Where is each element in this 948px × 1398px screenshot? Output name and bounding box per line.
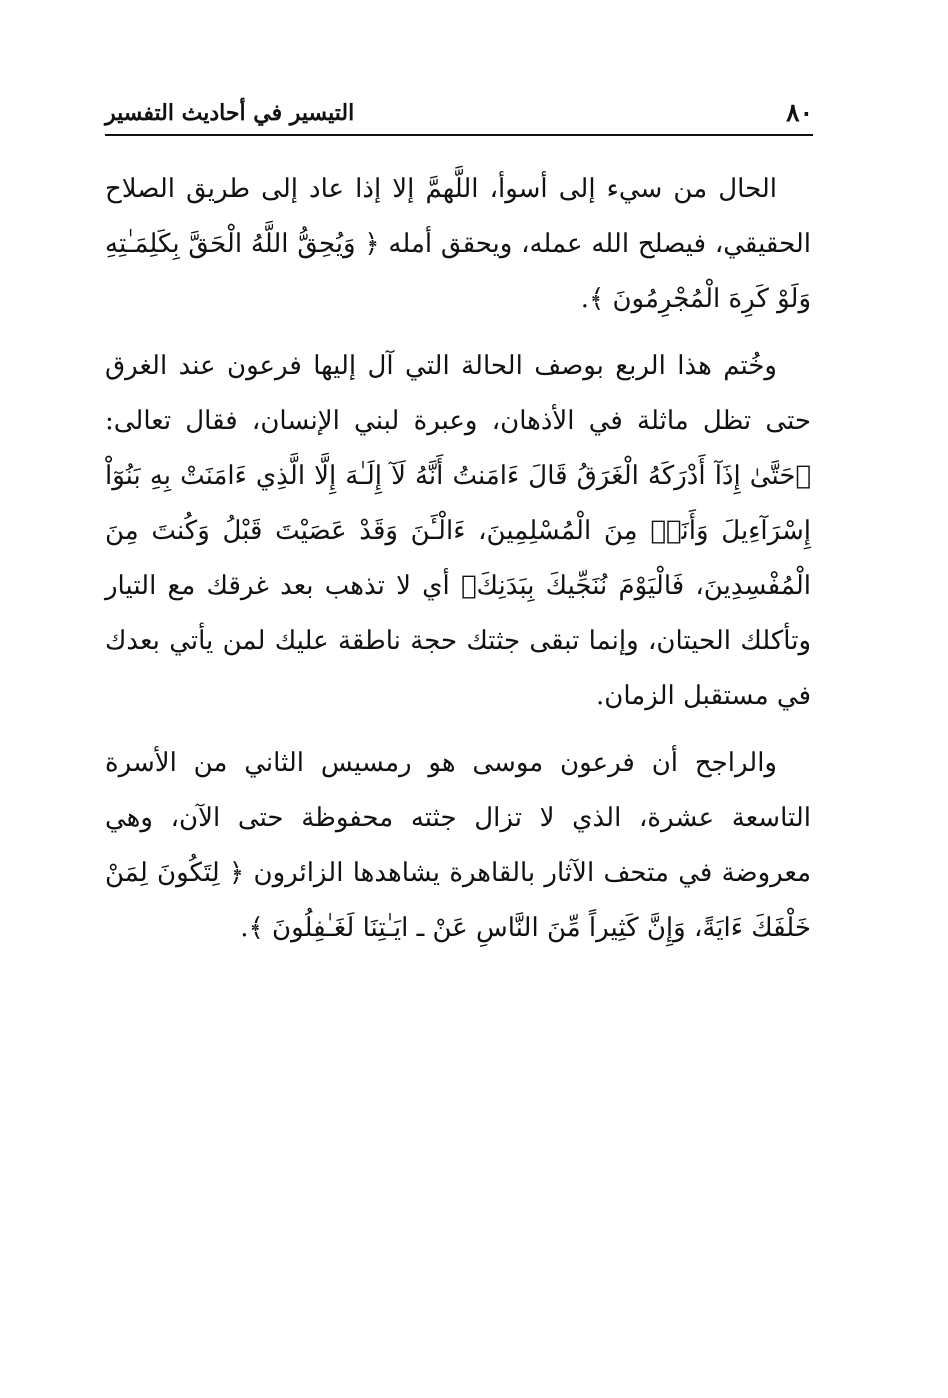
paragraph: الحال من سيء إلى أسوأ، اللَّهمَّ إلا إذا عاد إلى طريق الصلاح الحقيقي، فيصلح الله عمله، ويحقق أمله ﴿ وَيُحِقُّ اللَّهُ الْحَقَّ بِكَلِمَـٰتِهِ وَلَوْ كَرِهَ الْمُجْرِمُونَ ﴾. bbox=[105, 174, 811, 314]
running-header bbox=[105, 92, 813, 136]
paragraph: وخُتم هذا الربع بوصف الحالة التي آل إليها فرعون عند الغرق حتى تظل ماثلة في الأذهان، وعبرة لبني الإنسان، فقال تعالى: ﴿حَتَّىٰ إِذَآ أَدْرَكَهُ الْغَرَقُ قَالَ ءَامَنتُ أَنَّهُ لَآ إِلَـٰهَ إِلَّا الَّذِي ءَامَنَتْ بِهِ بَنُوٓاْ إِسْرَآءِيلَ وَأَنَا۠ مِنَ الْمُسْلِمِينَ، ءَالْـَٔنَ وَقَدْ عَصَيْتَ قَبْلُ وَكُنتَ مِنَ الْمُفْسِدِينَ، فَالْيَوْمَ نُنَجِّيكَ بِبَدَنِكَ﴾ أي لا تذهب بعد غرقك مع التيار وتأكلك الحيتان، وإنما تبقى جثتك حجة ناطقة عليك لمن يأتي بعدك في مستقبل الزمان. bbox=[105, 351, 811, 711]
book-title: التيسير في أحاديث التفسير bbox=[105, 100, 355, 126]
page-body bbox=[105, 162, 811, 968]
paragraph: والراجح أن فرعون موسى هو رمسيس الثاني من الأسرة التاسعة عشرة، الذي لا تزال جثته محفوظة حتى الآن، وهي معروضة في متحف الآثار بالقاهرة يشاهدها الزائرون ﴿ لِتَكُونَ لِمَنْ خَلْفَكَ ءَايَةً، وَإِنَّ كَثِيراً مِّنَ النَّاسِ عَنْ ـ ايَـٰتِنَا لَغَـٰفِلُونَ ﴾. bbox=[105, 748, 811, 943]
page-number: ٨٠ bbox=[786, 98, 813, 127]
